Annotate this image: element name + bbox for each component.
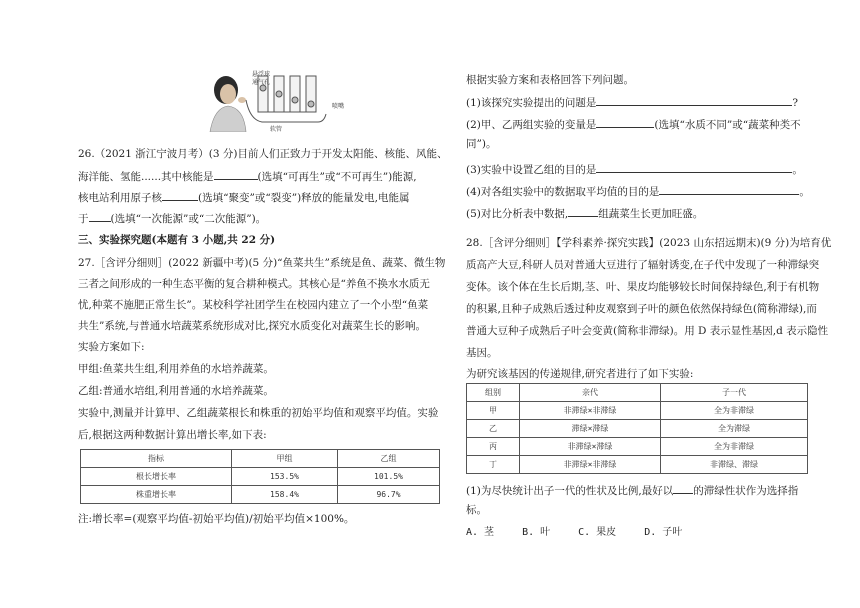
q27-line8: 实验中,测量并计算甲、乙组蔬菜根长和株重的初始平均值和观察平均值。实验	[78, 407, 439, 419]
q27-line3: 忧,种菜不施肥正常生长”。某校科学社团学生在校园内建立了一个小型“鱼菜	[78, 299, 429, 311]
figure-label-vent: 通气孔	[252, 79, 271, 86]
table-cell: 非滞绿×非滞绿	[520, 456, 661, 474]
q28-line5: 普通大豆种子成熟后子叶会变黄(简称非滞绿)。用 D 表示显性基因,d 表示隐性	[466, 325, 829, 337]
q28-sub1-text-b: 的滞绿性状作为选择指	[693, 485, 799, 497]
table-cell: 96.7%	[338, 486, 440, 504]
table-header-cell: 指标	[81, 450, 232, 468]
q27-line9: 后,根据这两种数据计算出增长率,如下表:	[78, 429, 267, 441]
q26-text-e: 于	[78, 213, 89, 225]
q28-line4: 的积累,且种子成熟后透过种皮观察到子叶的颜色依然保持绿色(简称滞绿),而	[466, 303, 817, 315]
table-header-row	[81, 450, 440, 468]
table-header-row	[467, 384, 808, 402]
q26-text-c: 核电站利用原子核	[78, 192, 162, 204]
q28-line1: 28.［含评分细则］【学科素养·探究实践】(2023 山东招远期末)(9 分)为培育优	[466, 237, 832, 249]
table-q28	[466, 383, 808, 474]
options-row	[466, 526, 682, 540]
q27-sub3	[466, 161, 803, 177]
q27-sub2	[466, 116, 801, 132]
q27-sub3-blank[interactable]	[596, 161, 792, 173]
q27-sub1-text: (1)该探究实验提出的问题是	[466, 97, 597, 109]
q27-sub4-end: 。	[799, 186, 810, 198]
q27-line2: 三者之间形成的一种生态平衡的复合耕种模式。其核心是“养鱼不换水水质无	[78, 278, 430, 290]
q26-text-f: (选填“一次能源”或“二次能源”)。	[110, 213, 267, 225]
q26-line1: 26.（2021 浙江宁波月考）(3 分)目前人们正致力于开发太阳能、核能、风能、	[78, 148, 448, 160]
person-illustration	[210, 76, 246, 132]
q27-sub1-end: ?	[792, 97, 799, 109]
table-row	[81, 468, 440, 486]
q26-blank-2[interactable]	[162, 189, 198, 201]
section-heading: 三、实验探究题(本题有 3 小题,共 22 分)	[78, 234, 276, 246]
q27-sub3-end: 。	[792, 164, 803, 176]
table-header-cell: 组别	[467, 384, 520, 402]
table-row	[467, 456, 808, 474]
q27-line6: 甲组:鱼菜共生组,利用养鱼的水培养蔬菜。	[78, 363, 274, 375]
experiment-intro: 为研究该基因的传递规律,研究者进行了如下实验:	[466, 368, 694, 380]
table-cell: 非滞绿、滞绿	[661, 456, 808, 474]
q27-sub1	[466, 94, 798, 110]
table-cell: 滞绿×滞绿	[520, 420, 661, 438]
q26-blank-1[interactable]	[214, 168, 258, 180]
table-cell: 全为非滞绿	[661, 402, 808, 420]
table-cell: 根长增长率	[81, 468, 232, 486]
q28-sub1-text: (1)为尽快统计出子一代的性状及比例,最好以	[466, 485, 674, 497]
apparatus-figure	[200, 70, 360, 132]
q27-sub3-text: (3)实验中设置乙组的目的是	[466, 164, 597, 176]
q27-line5: 实验方案如下:	[78, 341, 145, 353]
q28-sub1	[466, 482, 798, 498]
q27-sub5-end: 组蔬菜生长更加旺盛。	[598, 208, 704, 220]
table-cell: 153.5%	[232, 468, 338, 486]
q26-text-a: 海洋能、氢能......其中核能是	[78, 171, 214, 183]
table-cell: 101.5%	[338, 468, 440, 486]
q27-sub5-text: (5)对比分析表中数据,	[466, 208, 569, 220]
q27-sub2-cont: 同”)。	[466, 138, 497, 150]
q27-line4: 共生”系统,与普通水培蔬菜系统形成对比,探究水质变化对蔬菜生长的影响。	[78, 320, 427, 332]
figure-label-hose: 软管	[270, 126, 283, 132]
q27-line1: 27.［含评分细则］(2022 新疆中考)(5 分)“鱼菜共生”系统是鱼、蔬菜、微生物	[78, 257, 446, 269]
table-cell: 丙	[467, 438, 520, 456]
q27-sub2-text-b: (选填“水质不同”或“蔬菜种类不	[654, 119, 801, 131]
figure-label-nozzle: 喷嘴	[332, 103, 345, 110]
option-a[interactable]: A. 茎	[466, 527, 495, 538]
table-row	[81, 486, 440, 504]
q28-line2: 质高产大豆,科研人员对普通大豆进行了辐射诱变,在子代中发现了一种滞绿突	[466, 259, 820, 271]
table-header-cell: 亲代	[520, 384, 661, 402]
table-cell: 全为非滞绿	[661, 438, 808, 456]
table-cell: 非滞绿×滞绿	[520, 438, 661, 456]
q26-text-b: (选填“可再生”或“不可再生”)能源,	[257, 171, 417, 183]
q27-sub4-text: (4)对各组实验中的数据取平均值的目的是	[466, 186, 660, 198]
table-header-cell: 甲组	[232, 450, 338, 468]
q26-line4	[78, 210, 266, 226]
q27-line7: 乙组:普通水培组,利用普通的水培养蔬菜。	[78, 385, 274, 397]
figure-label-float-ball: 悬浮球	[252, 71, 271, 78]
table-cell: 甲	[467, 402, 520, 420]
table-q27	[80, 449, 440, 504]
q27-sub2-blank[interactable]	[596, 116, 654, 128]
formula-note: 注:增长率=(观察平均值-初始平均值)/初始平均值×100%。	[78, 513, 355, 525]
q27-sub1-blank[interactable]	[596, 94, 792, 106]
q26-line2	[78, 168, 417, 184]
q26-text-d: (选填“聚变”或“裂变”)释放的能量发电,电能属	[198, 192, 410, 204]
table-cell: 158.4%	[232, 486, 338, 504]
table-cell: 乙	[467, 420, 520, 438]
table-cell: 全为滞绿	[661, 420, 808, 438]
q28-line6: 基因。	[466, 347, 498, 359]
table-row	[467, 402, 808, 420]
table-header-cell: 乙组	[338, 450, 440, 468]
q26-line3	[78, 189, 410, 205]
option-d[interactable]: D. 子叶	[644, 527, 683, 538]
table-row	[467, 438, 808, 456]
table-cell: 非滞绿×非滞绿	[520, 402, 661, 420]
q27-sub5	[466, 205, 703, 221]
q28-sub1-blank[interactable]	[673, 482, 693, 494]
q27-sub4	[466, 183, 810, 199]
right-intro: 根据实验方案和表格回答下列问题。	[466, 74, 634, 86]
table-header-cell: 子一代	[661, 384, 808, 402]
q28-sub1-cont: 标。	[466, 504, 487, 516]
q28-line3: 变体。该个体在生长后期,茎、叶、果皮均能够较长时间保持绿色,利于有机物	[466, 281, 820, 293]
option-c[interactable]: C. 果皮	[578, 527, 617, 538]
table-row	[467, 420, 808, 438]
table-cell: 丁	[467, 456, 520, 474]
q26-blank-3[interactable]	[89, 210, 111, 222]
option-b[interactable]: B. 叶	[522, 527, 551, 538]
q27-sub4-blank[interactable]	[659, 183, 799, 195]
q27-sub5-blank[interactable]	[568, 205, 598, 217]
q27-sub2-text: (2)甲、乙两组实验的变量是	[466, 119, 597, 131]
table-cell: 株重增长率	[81, 486, 232, 504]
